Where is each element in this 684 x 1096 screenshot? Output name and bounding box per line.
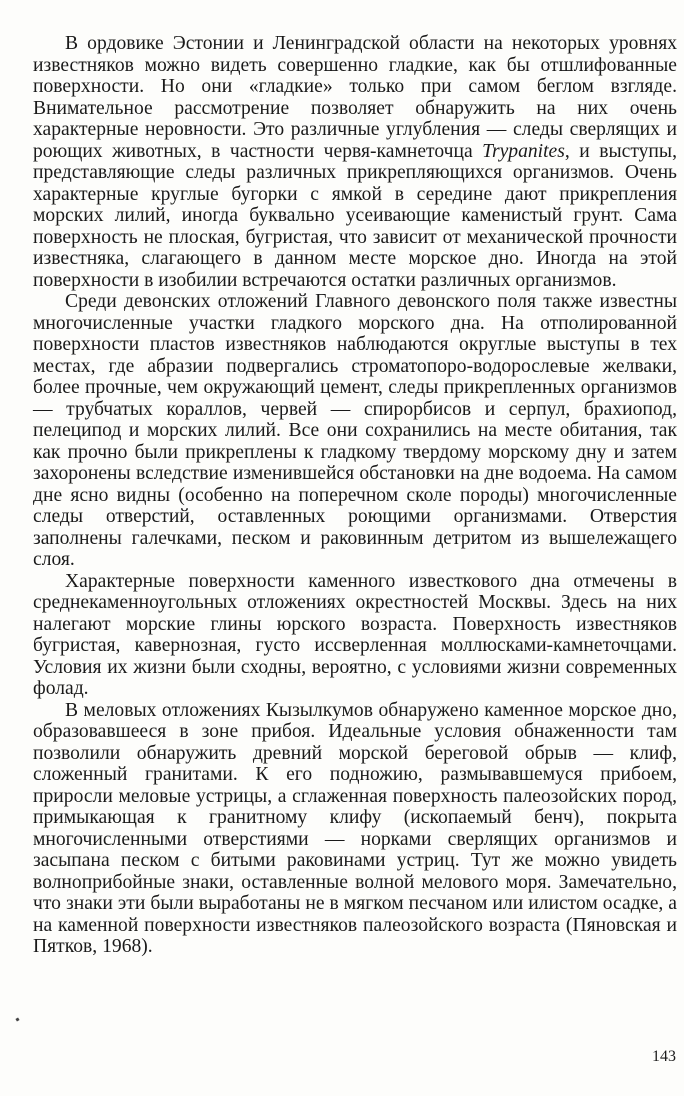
genus-name: Trypanites xyxy=(482,140,565,162)
margin-mark xyxy=(15,1017,19,1021)
paragraph-devonian: Среди девонских отложений Главного девонского поля также известны многочисленные участки гладкого морского дна. На отполированной поверхности пластов известняков наблюдаются округлые выступы в тех местах, где абразии подвергались строматопоро-водорослевые желваки, более прочные, чем окружающий цемент, следы прикрепленных организмов — трубчатых кораллов, червей — спирорбисов и серпул, брахиопод, пелеципод и морских лилий. Все они сохранились на месте обитания, так как прочно были прикреплены к гладкому твердому морскому дну и затем захоронены вследствие изменившейся обстановки на дне водоема. На самом дне ясно видны (особенно на поперечном сколе породы) многочисленные следы отверстий, оставленных роющими организмами. Отверстия заполнены галечками, песком и раковинным детритом из вышележащего слоя. xyxy=(33,291,677,570)
paragraph-cretaceous: В меловых отложениях Кызылкумов обнаружено каменное морское дно, образовавшееся в зоне прибоя. Идеальные условия обнаженности там позволили обнаружить древний морской береговой обрыв — клиф, сложенный гранитами. К его подножию, размывавшемуся прибоем, приросли меловые устрицы, а сглаженная поверхность палеозойских пород, примыкающая к гранитному клифу (ископаемый бенч), покрыта многочисленными отверстиями — норками сверлящих организмов и засыпана песком с битыми раковинами устриц. Тут же можно увидеть волноприбойные знаки, оставленные волной мелового моря. Замечательно, что знаки эти были выработаны не в мягком песчаном или илистом осадке, а на каменной поверхности известняков палеозойского возраста (Пяновская и Пятков, 1968). xyxy=(33,699,677,957)
paragraph-carboniferous: Характерные поверхности каменного известкового дна отмечены в среднекаменноугольных отложениях окрестностей Москвы. Здесь на них налегают морские глины юрского возраста. Поверхность известняков бугристая, кавернозная, густо иссверленная моллюсками-камнеточцами. Условия их жизни были сходны, вероятно, с условиями жизни современных фолад. xyxy=(33,570,677,699)
page-number: 143 xyxy=(652,1048,676,1065)
body-text xyxy=(33,33,677,958)
paragraph-ordovician: В ордовике Эстонии и Ленинградской области на некоторых уровнях известняков можно видеть совершенно гладкие, как бы отшлифованные поверхности. Но они «гладкие» только при самом беглом взгляде. Внимательное рассмотрение позволяет обнаружить на них очень характерные неровности. Это различные углубления — следы сверлящих и роющих животных, в частности червя-камнеточца Trypanites, и выступы, представляющие следы различных прикрепляющихся организмов. Очень характерные круглые бугорки с ямкой в середине дают прикрепления морских лилий, иногда буквально усеивающие каменистый грунт. Сама поверхность не плоская, бугристая, что зависит от механической прочности известняка, слагающего в данном месте морское дно. Иногда на этой поверхности в изобилии встречаются остатки различных организмов. xyxy=(33,33,677,291)
